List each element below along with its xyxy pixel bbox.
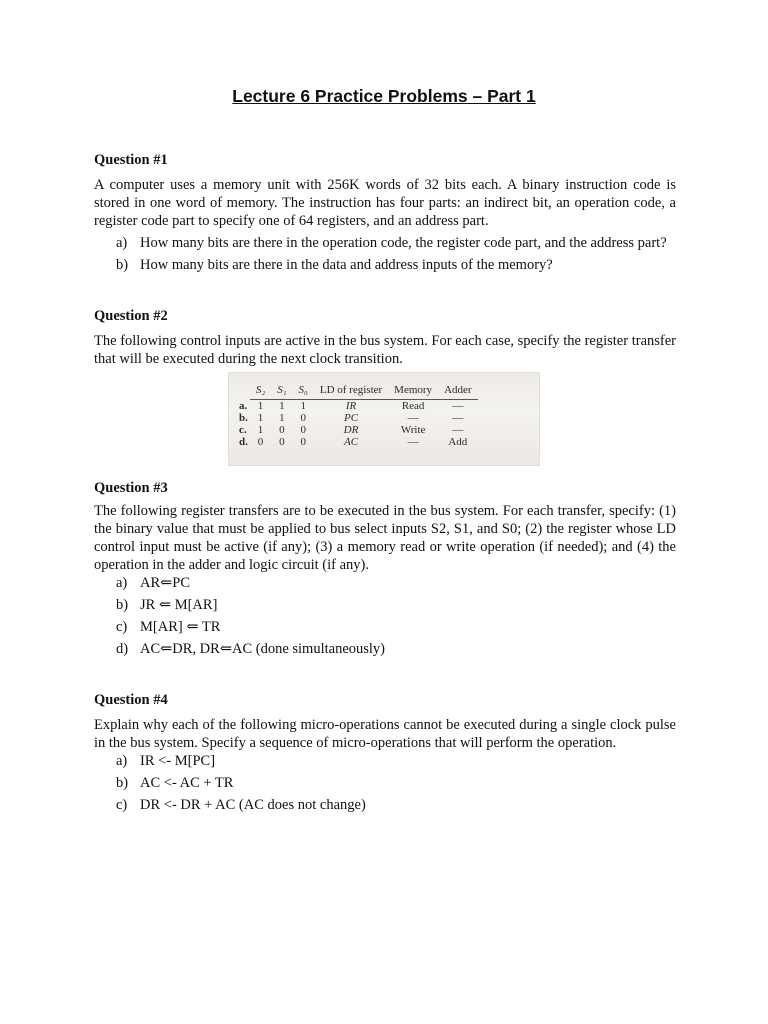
list-item: b) How many bits are there in the data and address inputs of the memory? [116,257,553,273]
question-4-items [116,752,676,814]
question-1-heading: Question #1 [94,152,168,168]
table-header: S₂ [255,384,266,396]
list-item: c) DR <- DR + AC (AC does not change) [116,797,366,813]
question-1-items [116,234,676,274]
table-header: S₀ [298,384,308,396]
question-4-heading: Question #4 [94,692,168,708]
question-1-text: A computer uses a memory unit with 256K words of 32 bits each. A binary instruction code is stored in one word of memory. The instruction has four parts: an indirect bit, an operation code, a register code part to specify one of 64 registers, and an address part. [94,177,676,229]
question-2-heading: Question #2 [94,308,168,324]
table-header: Adder [444,384,472,396]
question-3-heading: Question #3 [94,480,168,496]
table-header-row [233,381,478,400]
list-item: c) M[AR] ⇐ TR [116,619,221,635]
table-header: Memory [394,384,433,396]
page-title: Lecture 6 Practice Problems – Part 1 [232,86,536,106]
table-row: a. 1 1 1 IR Read — [239,400,464,412]
table-row: d. 0 0 0 AC — Add [239,436,468,448]
question-3-items [116,574,676,658]
question-2-text: The following control inputs are active in the bus system. For each case, specify the register transfer that will be executed during the next clock transition. [94,333,676,367]
table-header: LD of register [319,384,383,396]
table-header: S₁ [277,384,287,396]
list-item: a) IR <- M[PC] [116,753,216,769]
list-item: b) AC <- AC + TR [116,775,234,791]
question-4-text: Explain why each of the following micro-operations cannot be executed during a single clock pulse in the bus system. Specify a sequence of micro-operations that will perform the operation. [94,717,676,751]
question-3-text: The following register transfers are to be executed in the bus system. For each transfer, specify: (1) the binary value that must be applied to bus select inputs S2, S1, and S0; (2) the register whose LD control input must be active (if any); (3) a memory read or write operation (if needed); and (4) the operation in the adder and logic circuit (if any). [94,503,676,573]
control-inputs-table [233,381,478,448]
table-row: c. 1 0 0 DR Write — [239,424,464,436]
control-inputs-table-image [228,372,540,466]
list-item: b) JR ⇐ M[AR] [116,597,218,613]
table-row: b. 1 1 0 PC — — [239,412,464,424]
list-item: d) AC⇐DR, DR⇐AC (done simultaneously) [116,641,386,657]
list-item: a) AR⇐PC [116,575,191,591]
list-item: a) How many bits are there in the operation code, the register code part, and the address part? [116,235,667,251]
